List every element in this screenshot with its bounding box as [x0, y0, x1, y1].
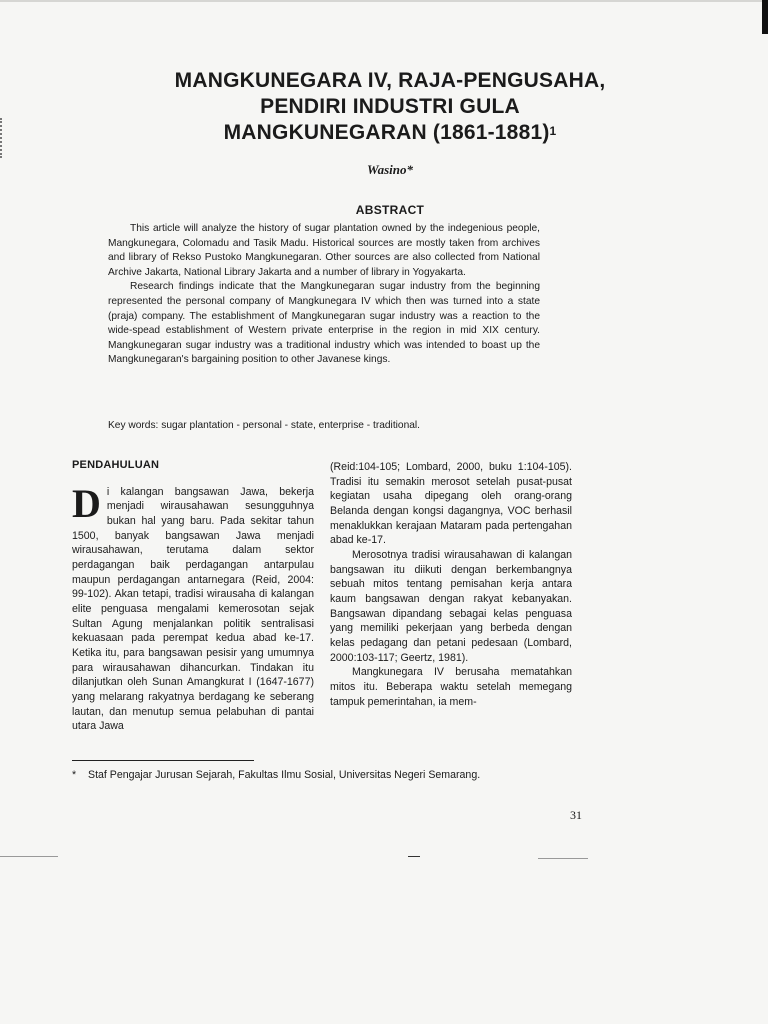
title-line-3: [60, 120, 720, 146]
footnote-text: Staf Pengajar Jurusan Sejarah, Fakultas Ilmu Sosial, Universitas Negeri Semarang.: [88, 769, 481, 781]
body-column-right: [330, 460, 572, 709]
scan-corner-shadow: [762, 0, 768, 34]
title-line-2: PENDIRI INDUSTRI GULA: [260, 95, 520, 118]
abstract-body: [108, 222, 540, 368]
scan-artifact-line: [408, 856, 420, 857]
body-column-left: [72, 458, 314, 734]
title-line-1: MANGKUNEGARA IV, RAJA-PENGUSAHA,: [174, 69, 606, 92]
abstract-heading: ABSTRACT: [355, 203, 425, 217]
abstract-paragraph-1: This article will analyze the history of sugar plantation owned by the indegenious people, Mangkunegara, Colomadu and Tasik Madu. Historical sources are mostly taken from archives and library of Rekso Pustoko Mangkunegaran. Other sources are also collected from National Archive Jakarta, National Library Jakarta and a number of library in Yogyakarta.: [108, 223, 540, 278]
article-title: [60, 68, 720, 146]
right-paragraph-2: Merosotnya tradisi wirausahawan di kalangan bangsawan itu diikuti dengan berkembangnya sebuah mitos tentang pemisahan kerja antara kaum bangsawan dengan rakyat kebanyakan. Bangsawan dipandang sebagai kelas penguasa yang memiliki pekerjaan yang berbeda dengan kelas pedagang dan petani pedesaan (Lombard, 2000:103-117; Geertz, 1981).: [330, 548, 572, 664]
footnote-rule: [72, 760, 254, 761]
author-name: Wasino*: [367, 162, 413, 177]
page-number: 31: [570, 808, 582, 822]
intro-paragraph-text: i kalangan bangsawan Jawa, bekerja menjadi wirausahawan sesungguhnya bukan hal yang baru. Pada sekitar tahun 1500, banyak bangsawan Jawa menjadi wirausahawan, terutama dalam sektor perdagangan baik perdagangan antarpulau maupun perdagangan antarnegara (Reid, 2004: 99-102). Akan tetapi, tradisi wirausaha di kalangan elite penguasa mengalami kemerosotan sejak Sultan Agung menjalankan politik sentralisasi kekuasaan pada perempat kedua abad ke-17. Ketika itu, para bangsawan pesisir yang umumnya para wirausahawan dihancurkan. Tindakan itu dilanjutkan oleh Sunan Amangkurat I (1647-1677) yang melarang rakyatnya berdagang ke seberang lautan, dan menutup semua pelabuhan di pantai utara Jawa: [72, 485, 314, 733]
footnote: [72, 768, 692, 782]
title-line-3-text: MANGKUNEGARAN (1861-1881): [223, 121, 550, 144]
drop-cap: D: [72, 480, 101, 526]
scan-artifact-line: [0, 856, 58, 857]
right-paragraph-3: Mangkunegara IV berusaha mematahkan mitos itu. Beberapa waktu setelah memegang tampuk pemerintahan, ia mem-: [330, 666, 572, 708]
abstract-paragraph-2: Research findings indicate that the Mangkunegaran sugar industry from the beginning represented the personal company of Mangkunegara IV which then was turned into a state (praja) company. The establishment of Mangkunegaran sugar industry was a reaction to the wide-spead establishment of Western private enterprise in the region in mid XIX century. Mangkunegaran sugar industry was a traditional industry which was intended to boast up the Mangkunegaran's bargaining position to other Javanese kings.: [108, 281, 540, 366]
intro-paragraph: [72, 480, 314, 734]
keywords: Key words: sugar plantation - personal - state, enterprise - traditional.: [108, 420, 421, 431]
scan-binding-marks: [0, 118, 8, 158]
footnote-marker: *: [72, 769, 77, 781]
title-footnote-mark: 1: [549, 124, 557, 138]
scan-artifact-line: [538, 858, 588, 859]
right-paragraph-1: (Reid:104-105; Lombard, 2000, buku 1:104-105). Tradisi itu semakin merosot setelah pusat-pusat kegiatan usaha dipegang oleh orang-orang Belanda dengan kongsi dagangnya, VOC berhasil menaklukkan kerajaan Mataram pada pertengahan abad ke-17.: [330, 461, 572, 547]
scan-edge: [0, 0, 768, 2]
section-heading: PENDAHULUAN: [72, 459, 160, 471]
